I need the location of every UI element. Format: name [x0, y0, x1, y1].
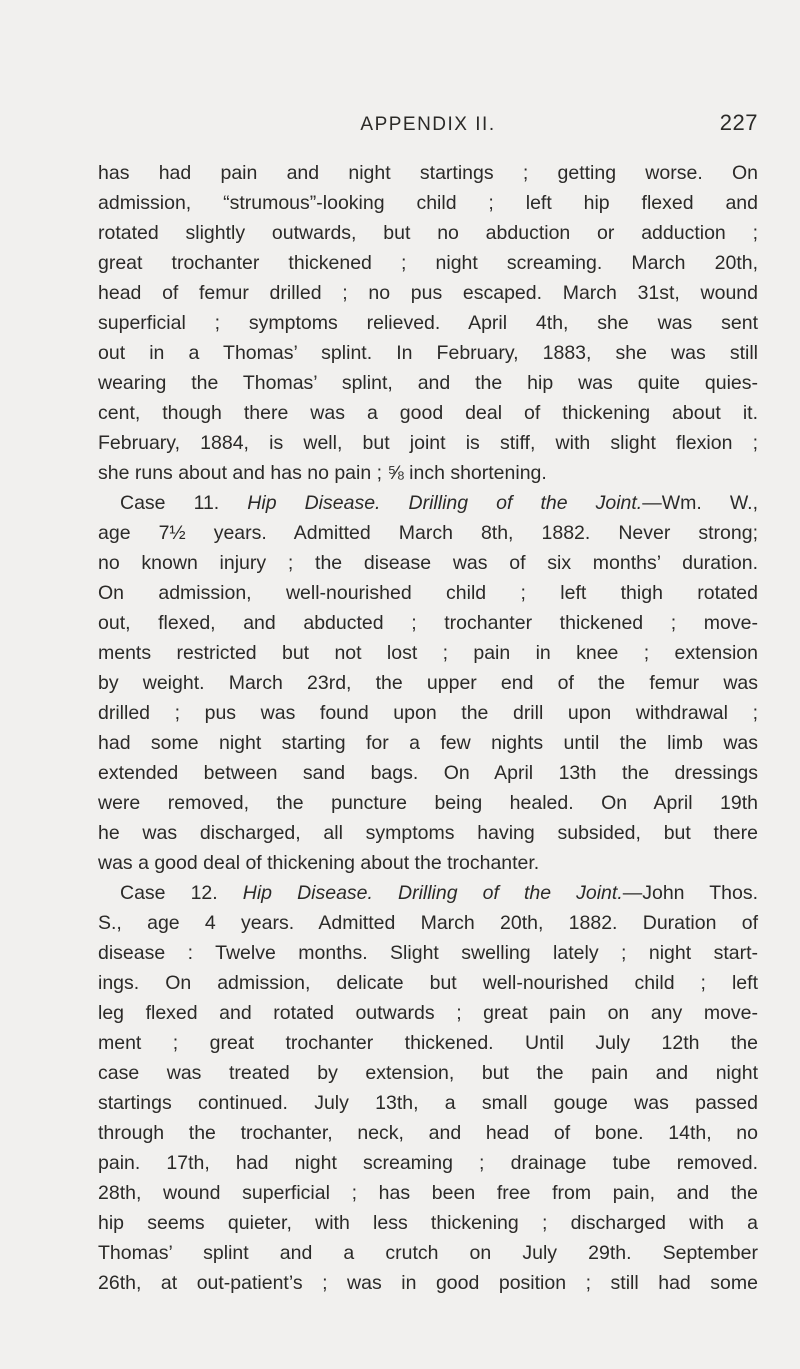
- text-line: leg flexed and rotated outwards ; great pain on any move-: [98, 1002, 758, 1024]
- text-line: case was treated by extension, but the pain and night: [98, 1062, 758, 1084]
- text-line: extended between sand bags. On April 13th the dressings: [98, 762, 758, 784]
- text-line: rotated slightly outwards, but no abduction or adduction ;: [98, 222, 758, 244]
- text-line: admission, “strumous”-looking child ; left hip flexed and: [98, 192, 758, 214]
- case-heading-line: [98, 488, 758, 518]
- text-line: On admission, well-nourished child ; left thigh rotated: [98, 582, 758, 604]
- page-number: 227: [719, 110, 758, 135]
- text-line: ings. On admission, delicate but well-nourished child ; left: [98, 972, 758, 994]
- page-header: [98, 110, 758, 140]
- text-line: wearing the Thomas’ splint, and the hip was quite quies-: [98, 372, 758, 394]
- case-heading-line: [98, 878, 758, 908]
- text-line: was a good deal of thickening about the trochanter.: [98, 852, 540, 874]
- text-line: no known injury ; the disease was of six months’ duration.: [98, 552, 758, 574]
- text-line: pain. 17th, had night screaming ; drainage tube removed.: [98, 1152, 758, 1174]
- text-line: disease : Twelve months. Slight swelling lately ; night start-: [98, 942, 758, 964]
- text-line: ment ; great trochanter thickened. Until July 12th the: [98, 1032, 758, 1054]
- text-line: out, flexed, and abducted ; trochanter thickened ; move-: [98, 612, 758, 634]
- text-line: cent, though there was a good deal of thickening about it.: [98, 402, 758, 424]
- body-text: [98, 158, 758, 1298]
- text-line: S., age 4 years. Admitted March 20th, 1882. Duration of: [98, 912, 758, 934]
- text-line: age 7½ years. Admitted March 8th, 1882. Never strong;: [98, 522, 758, 544]
- patient-name: —Wm. W.,: [642, 492, 758, 514]
- text-line: by weight. March 23rd, the upper end of the femur was: [98, 672, 758, 694]
- text-line: startings continued. July 13th, a small gouge was passed: [98, 1092, 758, 1114]
- text-line: had some night starting for a few nights until the limb was: [98, 732, 758, 754]
- text-line: hip seems quieter, with less thickening ; discharged with a: [98, 1212, 758, 1234]
- text-line: superficial ; symptoms relieved. April 4th, she was sent: [98, 312, 758, 334]
- text-line: head of femur drilled ; no pus escaped. March 31st, wound: [98, 282, 758, 304]
- running-title: APPENDIX II.: [360, 114, 496, 135]
- text-line: out in a Thomas’ splint. In February, 1883, she was still: [98, 342, 758, 364]
- text-line: Thomas’ splint and a crutch on July 29th. September: [98, 1242, 758, 1264]
- text-line: ments restricted but not lost ; pain in knee ; extension: [98, 642, 758, 664]
- case-title: Hip Disease. Drilling of the Joint.: [242, 882, 623, 904]
- case-label: Case 11.: [120, 492, 248, 514]
- text-line: through the trochanter, neck, and head of bone. 14th, no: [98, 1122, 758, 1144]
- case-label: Case 12.: [120, 882, 243, 904]
- text-line: 28th, wound superficial ; has been free from pain, and the: [98, 1182, 758, 1204]
- patient-name: —John Thos.: [622, 882, 758, 904]
- text-line: 26th, at out-patient’s ; was in good position ; still had some: [98, 1272, 758, 1294]
- text-line: he was discharged, all symptoms having subsided, but there: [98, 822, 758, 844]
- case-title: Hip Disease. Drilling of the Joint.: [247, 492, 643, 514]
- text-line: drilled ; pus was found upon the drill upon withdrawal ;: [98, 702, 758, 724]
- text-line: February, 1884, is well, but joint is stiff, with slight flexion ;: [98, 432, 758, 454]
- text-line: great trochanter thickened ; night screaming. March 20th,: [98, 252, 758, 274]
- text-line: has had pain and night startings ; getting worse. On: [98, 162, 758, 184]
- text-line: she runs about and has no pain ; ⅝ inch shortening.: [98, 462, 547, 484]
- text-line: were removed, the puncture being healed. On April 19th: [98, 792, 758, 814]
